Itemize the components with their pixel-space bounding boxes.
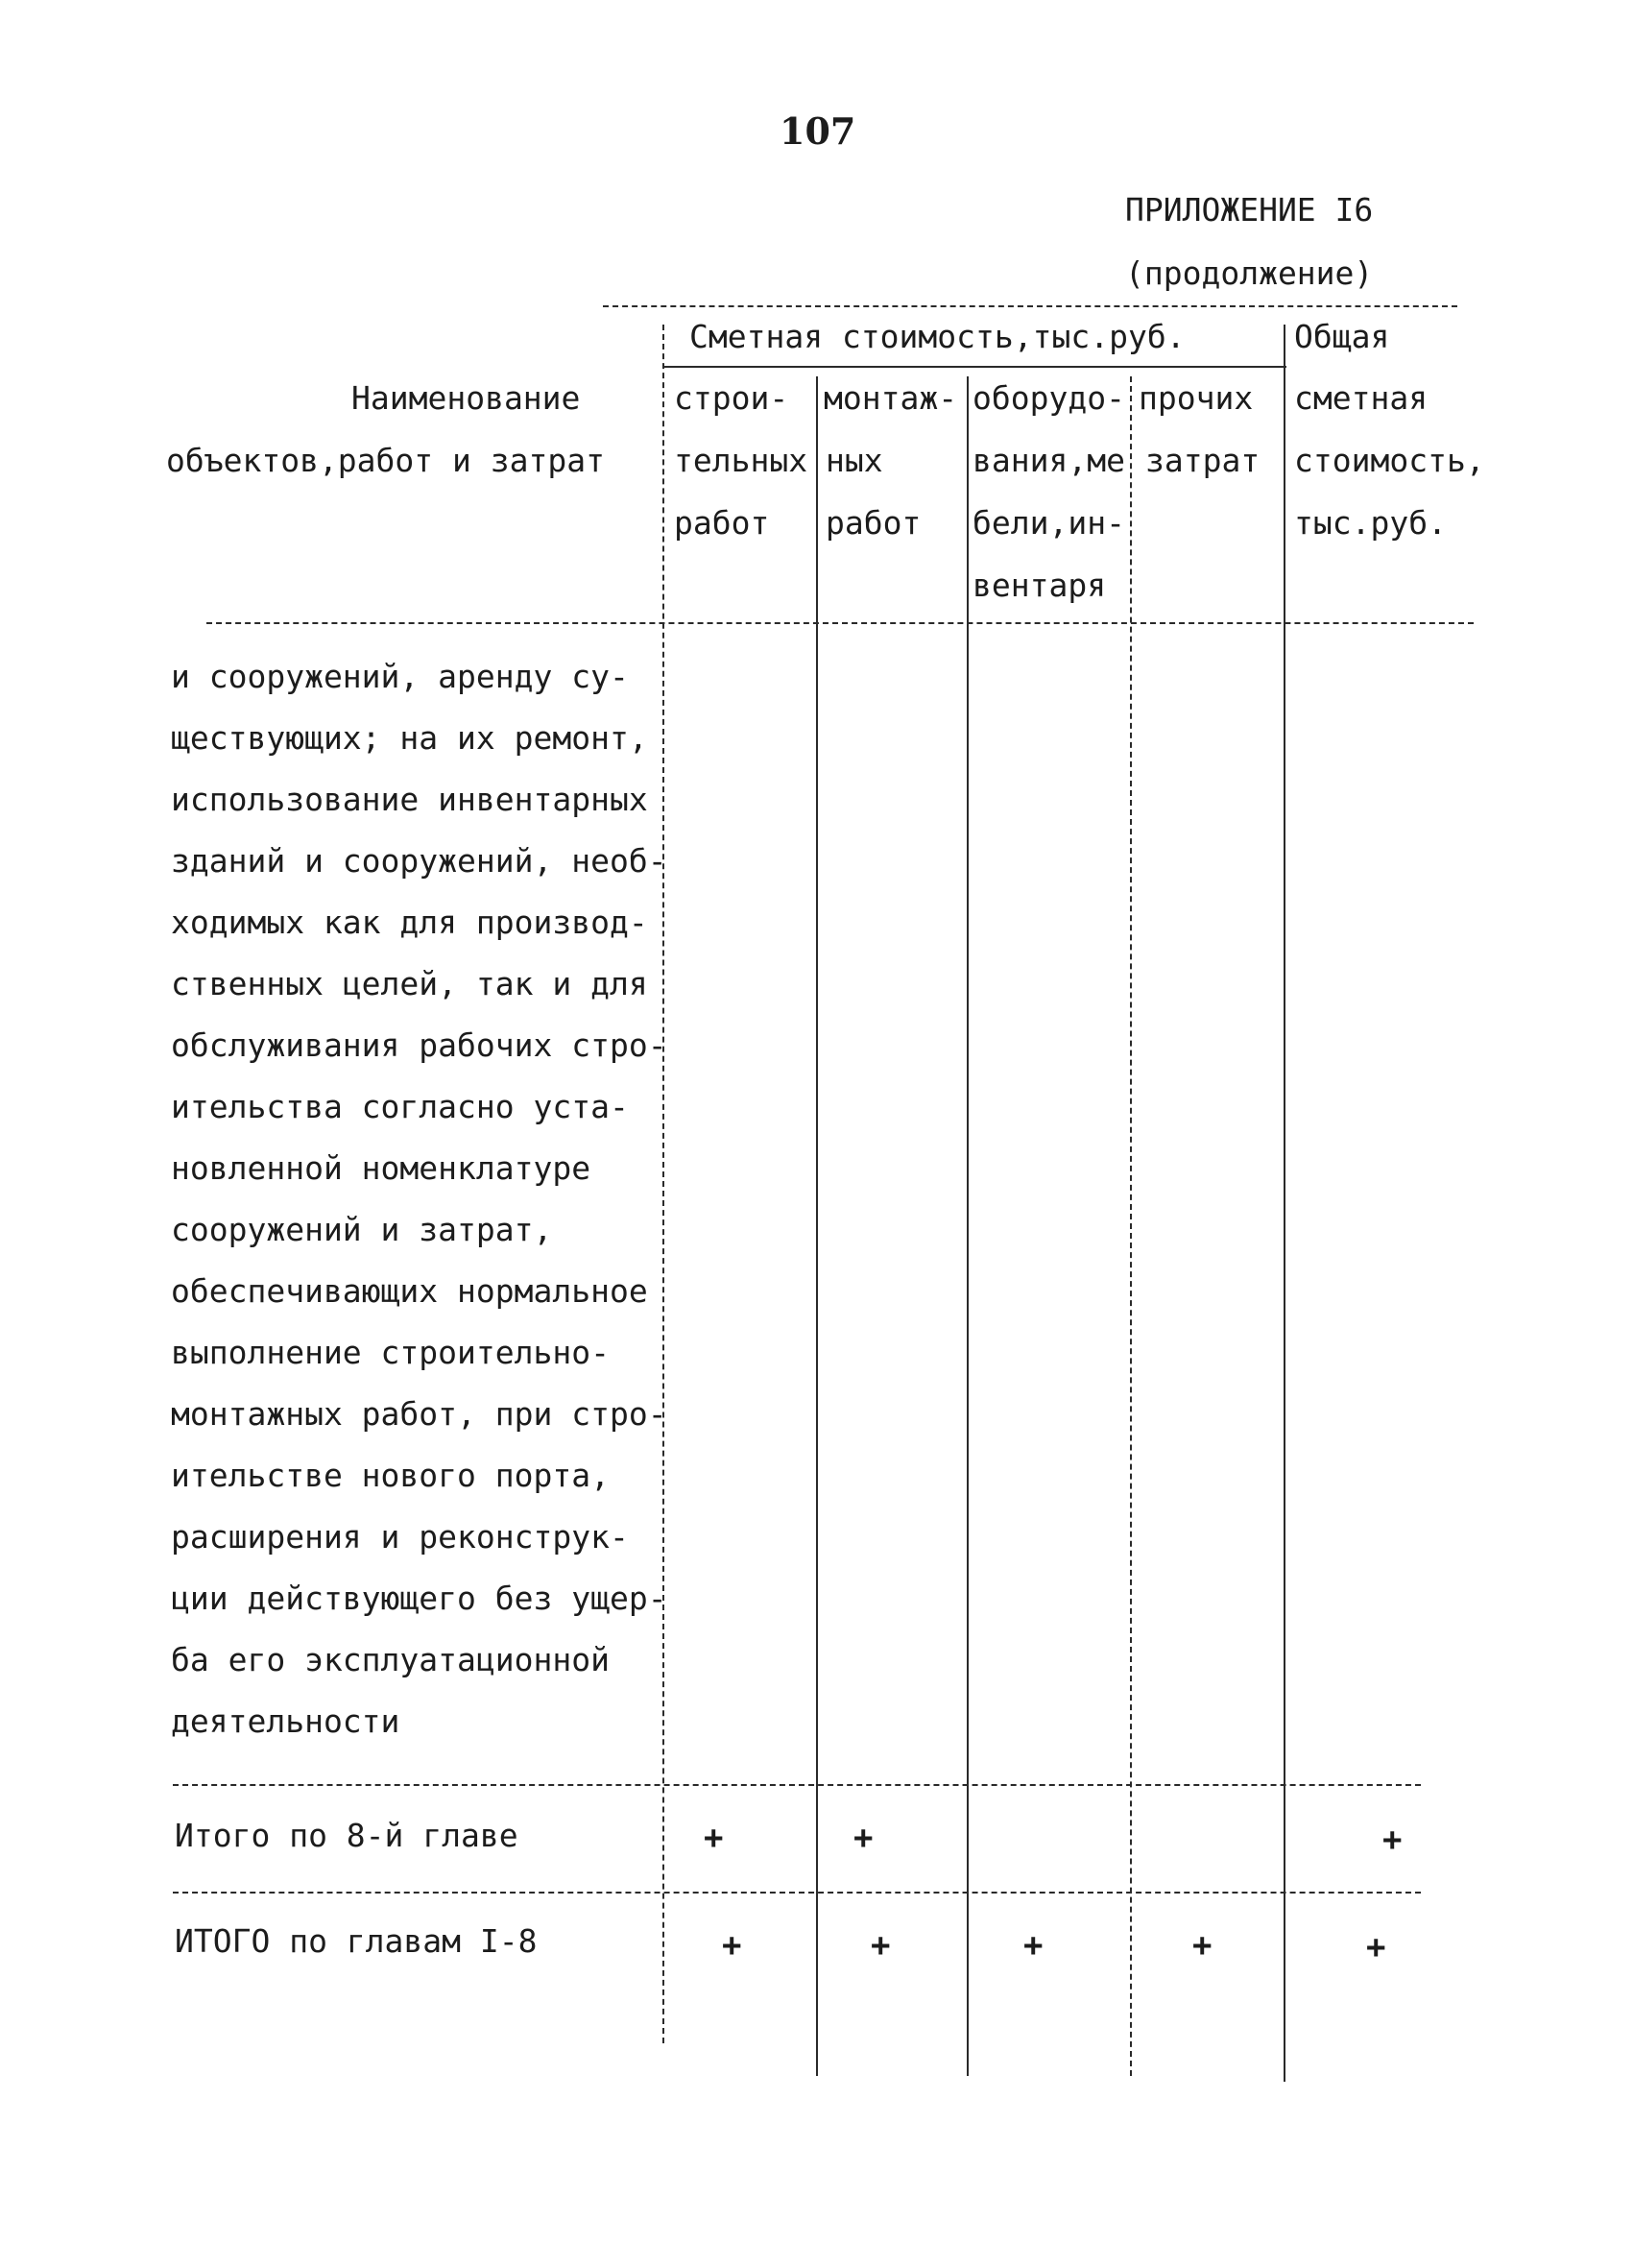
description-line: обслуживания рабочих стро-: [171, 1026, 667, 1064]
col1-header-line-3: работ: [674, 504, 770, 542]
subtotal-row-label: Итого по 8-й главе: [175, 1817, 518, 1854]
appendix-title: ПРИЛОЖЕНИЕ I6: [1125, 191, 1374, 229]
group-underline: [662, 366, 1286, 368]
description-line: ции действующего без ущер-: [171, 1580, 667, 1617]
col5-header-line-2: сметная: [1294, 379, 1429, 417]
total-mark-col5: +: [1366, 1928, 1386, 1966]
total-row-label: ИТОГО по главам I-8: [175, 1922, 538, 1960]
description-line: ходимых как для производ-: [171, 904, 648, 941]
total-mark-col1: +: [722, 1926, 742, 1965]
col-divider-5: [1284, 325, 1285, 2082]
total-mark-col4: +: [1192, 1926, 1213, 1965]
description-line: и сооружений, аренду су-: [171, 658, 629, 695]
col4-header-line-1: прочих: [1139, 379, 1254, 417]
col3-header-line-3: бели,ин-: [973, 504, 1125, 542]
page-number: 107: [780, 109, 856, 153]
description-line: использование инвентарных: [171, 781, 648, 818]
description-line: обеспечивающих нормальное: [171, 1272, 648, 1310]
total-mark-col2: +: [871, 1926, 891, 1965]
description-line: ществующих; на их ремонт,: [171, 719, 648, 757]
col3-header-line-4: вентаря: [973, 567, 1107, 604]
name-column-header-line-1: Наименование: [351, 379, 581, 417]
col3-header-line-1: оборудо-: [973, 379, 1125, 417]
col1-header-line-1: строи-: [674, 379, 789, 417]
subtotal-mark-col2: +: [853, 1819, 874, 1857]
description-line: ительства согласно уста-: [171, 1088, 629, 1125]
col2-header-line-3: работ: [826, 504, 922, 542]
description-line: ба его эксплуатационной: [171, 1641, 610, 1678]
description-line: выполнение строительно-: [171, 1334, 610, 1371]
col5-header-line-1: Общая: [1294, 318, 1390, 355]
name-column-header-line-2: объектов,работ и затрат: [166, 442, 605, 479]
subtotal-mark-col1: +: [704, 1819, 724, 1857]
description-line: ительстве нового порта,: [171, 1457, 610, 1494]
col-divider-2: [816, 376, 818, 2076]
description-line: монтажных работ, при стро-: [171, 1395, 667, 1433]
col2-header-line-1: монтаж-: [824, 379, 958, 417]
col-divider-4: [1130, 376, 1132, 2076]
col1-header-line-2: тельных: [674, 442, 808, 479]
col5-header-line-3: стоимость,: [1294, 442, 1485, 479]
appendix-subtitle: (продолжение): [1125, 254, 1374, 292]
subtotal-bottom-rule: [173, 1892, 1421, 1894]
col3-header-line-2: вания,ме: [973, 442, 1125, 479]
col-divider-3: [967, 376, 969, 2076]
col5-header-line-4: тыс.руб.: [1294, 504, 1447, 542]
description-line: сооружений и затрат,: [171, 1211, 553, 1248]
description-line: деятельности: [171, 1702, 400, 1740]
body-bottom-rule: [173, 1784, 1421, 1786]
description-line: ственных целей, так и для: [171, 965, 648, 1002]
description-line: расширения и реконструк-: [171, 1518, 629, 1556]
subtotal-mark-col5: +: [1382, 1821, 1403, 1859]
col4-header-line-2: затрат: [1145, 442, 1261, 479]
col2-header-line-2: ных: [826, 442, 883, 479]
description-line: зданий и сооружений, необ-: [171, 842, 667, 880]
total-mark-col3: +: [1023, 1926, 1044, 1965]
col-divider-1: [662, 325, 664, 2043]
description-line: новленной номенклатуре: [171, 1149, 591, 1187]
cost-group-header: Сметная стоимость,тыс.руб.: [689, 318, 1186, 355]
table-top-rule: [603, 305, 1457, 307]
